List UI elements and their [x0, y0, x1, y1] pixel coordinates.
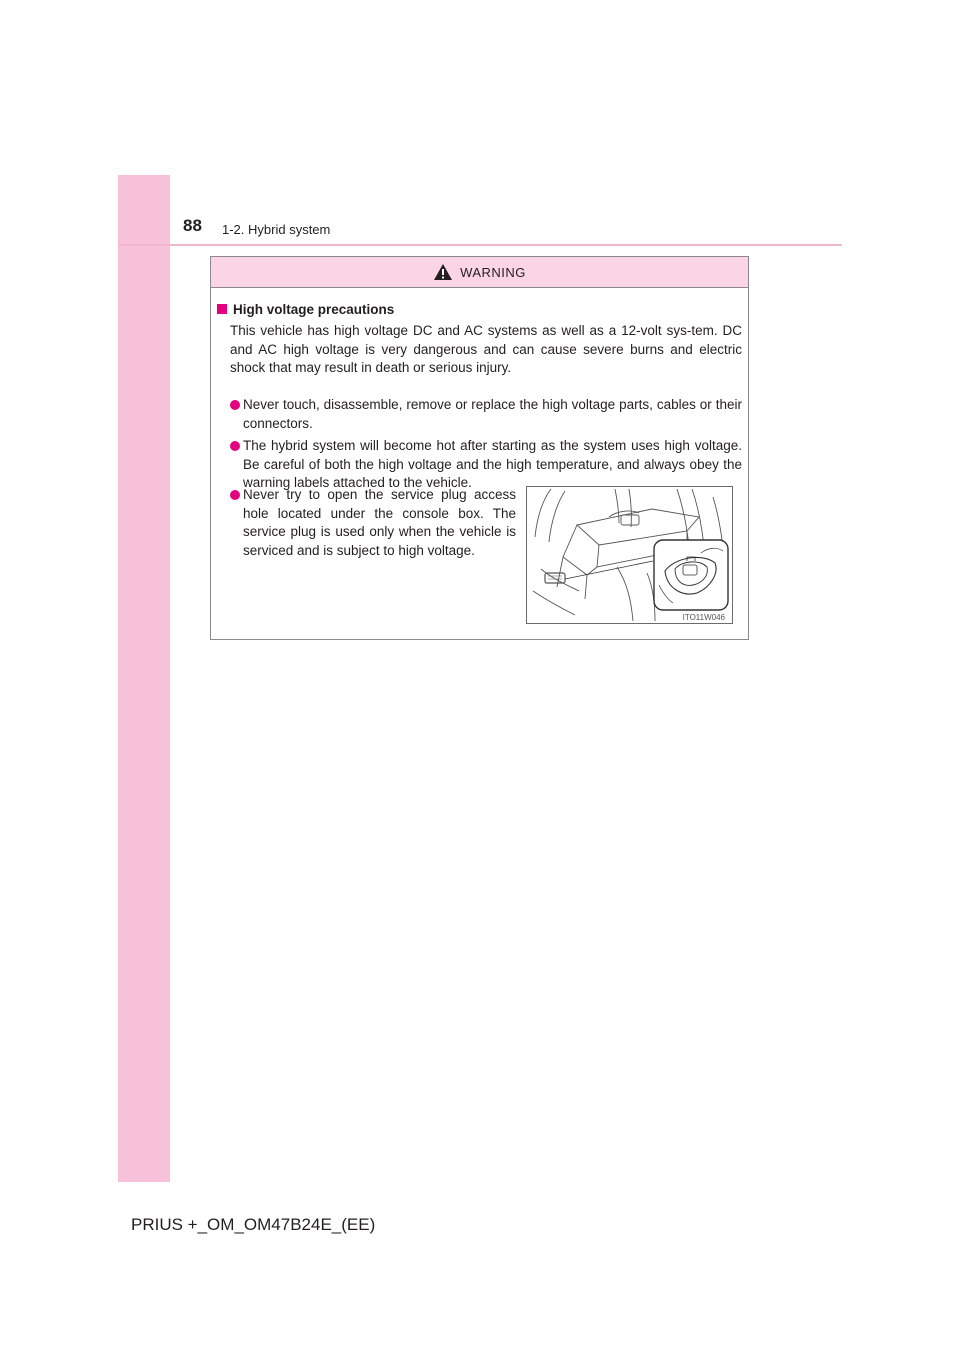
bullet-item — [230, 437, 742, 493]
square-bullet-icon — [217, 304, 227, 314]
footer-doc-id: PRIUS +_OM_OM47B24E_(EE) — [131, 1215, 376, 1234]
warning-triangle-icon — [433, 263, 453, 281]
circle-bullet-icon — [230, 441, 240, 451]
section-title: 1-2. Hybrid system — [222, 222, 331, 237]
figure-code: ITO11W046 — [682, 613, 725, 622]
page-number: 88 — [183, 216, 202, 235]
bullet-text: Never try to open the service plug access hole located under the console box. The service plug is used only when the vehicle is serviced and is subject to high voltage. — [243, 487, 516, 558]
warning-header — [211, 257, 748, 288]
section-side-tab — [118, 175, 170, 1182]
bullet-item — [230, 486, 516, 560]
bullet-text: The hybrid system will become hot after starting as the system uses high voltage. Be careful of both the high voltage and the high temperature, and always obey the warning labels attached to the vehicle. — [243, 438, 742, 491]
service-plug-illustration — [526, 486, 733, 624]
warning-heading — [217, 302, 394, 317]
warning-box — [210, 256, 749, 640]
warning-intro: This vehicle has high voltage DC and AC systems as well as a 12-volt sys-tem. DC and AC high voltage is very dangerous and can cause severe burns and electric shock that may result in death or serious injury. — [230, 323, 742, 376]
bullet-item — [230, 396, 742, 433]
circle-bullet-icon — [230, 490, 240, 500]
warning-title: WARNING — [460, 264, 526, 280]
circle-bullet-icon — [230, 400, 240, 410]
bullet-text: Never touch, disassemble, remove or replace the high voltage parts, cables or their connectors. — [243, 397, 742, 431]
warning-heading-text: High voltage precautions — [233, 302, 395, 317]
service-plug-inset — [653, 539, 729, 611]
header-divider — [118, 244, 842, 246]
